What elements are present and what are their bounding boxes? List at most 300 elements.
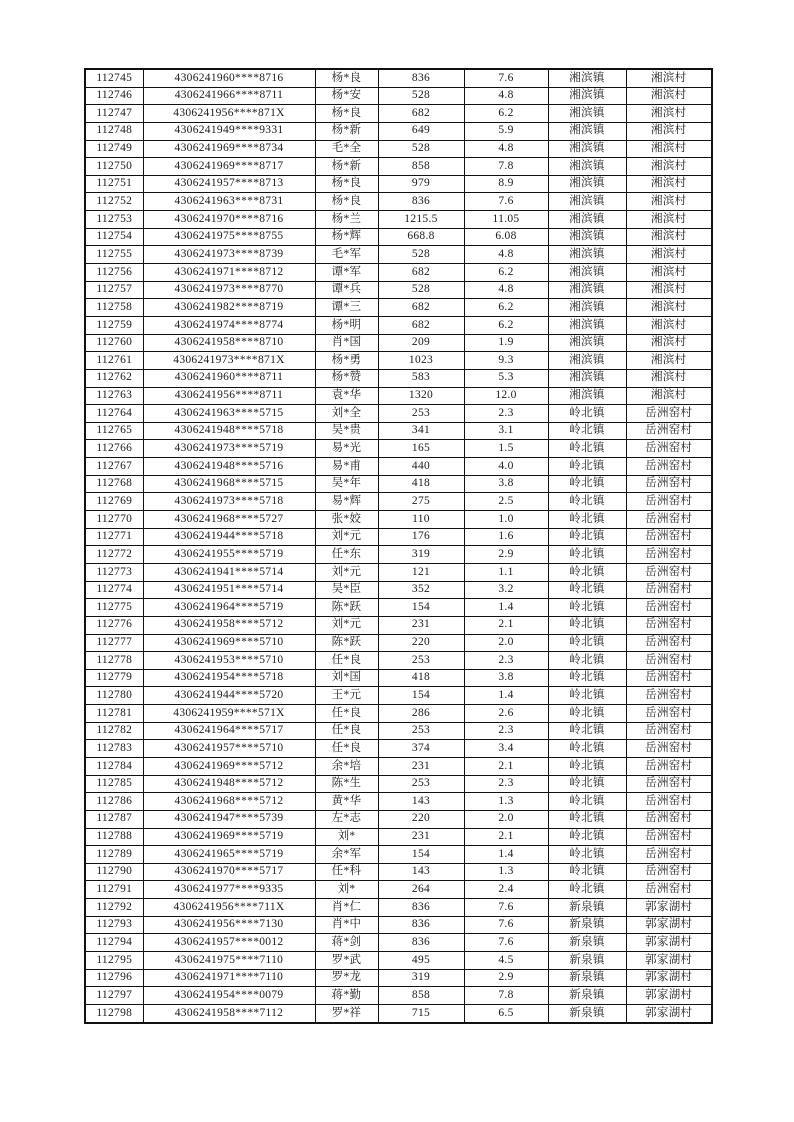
table-cell: 112746: [85, 87, 143, 105]
table-cell: 陈*跃: [315, 599, 378, 617]
table-cell: 余*培: [315, 757, 378, 775]
table-cell: 2.1: [464, 828, 548, 846]
table-cell: 112779: [85, 669, 143, 687]
table-cell: 新泉镇: [548, 987, 626, 1005]
table-cell: 4306241944****5718: [143, 528, 315, 546]
table-cell: 岭北镇: [548, 511, 626, 529]
table-cell: 253: [378, 652, 464, 670]
table-cell: 4306241969****5719: [143, 828, 315, 846]
table-cell: 112774: [85, 581, 143, 599]
table-cell: 112748: [85, 122, 143, 140]
table-cell: 4306241969****5710: [143, 634, 315, 652]
table-cell: 4306241960****8716: [143, 69, 315, 87]
table-cell: 任*良: [315, 740, 378, 758]
table-cell: 528: [378, 281, 464, 299]
table-body: [85, 69, 712, 1023]
table-cell: 4306241948****5718: [143, 422, 315, 440]
table-cell: 杨*新: [315, 122, 378, 140]
table-cell: 6.2: [464, 264, 548, 282]
table-cell: 2.3: [464, 652, 548, 670]
table-cell: 岳洲窑村: [626, 881, 712, 899]
table-cell: 岳洲窑村: [626, 740, 712, 758]
table-cell: 刘*元: [315, 616, 378, 634]
subsidy-table: [84, 68, 713, 1024]
table-cell: 罗*武: [315, 952, 378, 970]
table-row: [85, 846, 712, 864]
table-cell: 112787: [85, 810, 143, 828]
table-cell: 岳洲窑村: [626, 846, 712, 864]
table-cell: 4306241970****5717: [143, 863, 315, 881]
table-cell: 岭北镇: [548, 581, 626, 599]
table-cell: 杨*良: [315, 69, 378, 87]
table-cell: 7.6: [464, 69, 548, 87]
table-cell: 4306241944****5720: [143, 687, 315, 705]
table-cell: 7.8: [464, 158, 548, 176]
table-cell: 4306241954****5718: [143, 669, 315, 687]
table-row: [85, 969, 712, 987]
table-cell: 岭北镇: [548, 775, 626, 793]
table-cell: 谭*兵: [315, 281, 378, 299]
table-cell: 112788: [85, 828, 143, 846]
table-cell: 吴*年: [315, 475, 378, 493]
table-cell: 4306241973****871X: [143, 352, 315, 370]
table-cell: 2.1: [464, 757, 548, 775]
table-row: [85, 369, 712, 387]
table-cell: 肖*仁: [315, 899, 378, 917]
table-cell: 4306241969****8734: [143, 140, 315, 158]
table-row: [85, 352, 712, 370]
table-cell: 4306241953****5710: [143, 652, 315, 670]
table-row: [85, 652, 712, 670]
table-cell: 湘滨村: [626, 122, 712, 140]
table-cell: 罗*龙: [315, 969, 378, 987]
table-cell: 4306241971****8712: [143, 264, 315, 282]
table-cell: 4306241948****5716: [143, 458, 315, 476]
table-cell: 岳洲窑村: [626, 458, 712, 476]
table-cell: 4.8: [464, 87, 548, 105]
table-cell: 岳洲窑村: [626, 652, 712, 670]
table-cell: 7.6: [464, 193, 548, 211]
table-cell: 112768: [85, 475, 143, 493]
table-cell: 肖*中: [315, 916, 378, 934]
table-cell: 1.3: [464, 793, 548, 811]
table-cell: 杨*良: [315, 105, 378, 123]
table-cell: 岭北镇: [548, 687, 626, 705]
table-row: [85, 140, 712, 158]
table-cell: 岭北镇: [548, 669, 626, 687]
table-cell: 4306241954****0079: [143, 987, 315, 1005]
table-cell: 杨*明: [315, 316, 378, 334]
table-cell: 715: [378, 1004, 464, 1022]
table-cell: 1215.5: [378, 211, 464, 229]
table-cell: 143: [378, 793, 464, 811]
table-cell: 4306241975****8755: [143, 228, 315, 246]
table-cell: 4306241956****8711: [143, 387, 315, 405]
table-cell: 湘滨镇: [548, 105, 626, 123]
table-cell: 岭北镇: [548, 828, 626, 846]
table-cell: 231: [378, 757, 464, 775]
table-cell: 3.2: [464, 581, 548, 599]
table-cell: 岭北镇: [548, 634, 626, 652]
table-cell: 岳洲窑村: [626, 599, 712, 617]
table-cell: 1.4: [464, 687, 548, 705]
table-cell: 新泉镇: [548, 952, 626, 970]
table-cell: 11.05: [464, 211, 548, 229]
table-cell: 528: [378, 246, 464, 264]
table-cell: 岳洲窑村: [626, 722, 712, 740]
table-cell: 杨*良: [315, 193, 378, 211]
table-cell: 蒋*剑: [315, 934, 378, 952]
table-cell: 154: [378, 687, 464, 705]
table-row: [85, 757, 712, 775]
table-cell: 岳洲窑村: [626, 493, 712, 511]
table-cell: 4306241955****5719: [143, 546, 315, 564]
table-cell: 4306241969****5712: [143, 757, 315, 775]
table-cell: 4306241956****7130: [143, 916, 315, 934]
table-cell: 岭北镇: [548, 793, 626, 811]
table-cell: 112786: [85, 793, 143, 811]
table-cell: 2.9: [464, 546, 548, 564]
table-row: [85, 511, 712, 529]
table-cell: 649: [378, 122, 464, 140]
table-cell: 湘滨村: [626, 352, 712, 370]
table-cell: 岳洲窑村: [626, 863, 712, 881]
table-cell: 岭北镇: [548, 440, 626, 458]
table-cell: 374: [378, 740, 464, 758]
table-cell: 112755: [85, 246, 143, 264]
table-cell: 湘滨镇: [548, 334, 626, 352]
table-cell: 4306241969****8717: [143, 158, 315, 176]
table-row: [85, 105, 712, 123]
table-cell: 1.0: [464, 511, 548, 529]
table-cell: 4306241973****8770: [143, 281, 315, 299]
table-cell: 岭北镇: [548, 599, 626, 617]
table-cell: 2.4: [464, 881, 548, 899]
table-cell: 112792: [85, 899, 143, 917]
table-cell: 湘滨村: [626, 246, 712, 264]
table-cell: 湘滨村: [626, 211, 712, 229]
table-cell: 528: [378, 140, 464, 158]
table-cell: 112793: [85, 916, 143, 934]
table-cell: 112769: [85, 493, 143, 511]
table-cell: 1023: [378, 352, 464, 370]
table-cell: 湘滨镇: [548, 69, 626, 87]
table-cell: 112749: [85, 140, 143, 158]
table-cell: 12.0: [464, 387, 548, 405]
table-cell: 谭*军: [315, 264, 378, 282]
table-cell: 682: [378, 299, 464, 317]
table-cell: 刘*: [315, 828, 378, 846]
table-cell: 湘滨镇: [548, 352, 626, 370]
table-cell: 5.9: [464, 122, 548, 140]
table-cell: 112764: [85, 405, 143, 423]
table-row: [85, 881, 712, 899]
table-cell: 112747: [85, 105, 143, 123]
table-row: [85, 616, 712, 634]
table-cell: 岳洲窑村: [626, 405, 712, 423]
table-cell: 220: [378, 810, 464, 828]
table-cell: 岭北镇: [548, 563, 626, 581]
table-cell: 岳洲窑村: [626, 616, 712, 634]
table-cell: 湘滨镇: [548, 140, 626, 158]
table-cell: 湘滨村: [626, 334, 712, 352]
table-cell: 湘滨村: [626, 193, 712, 211]
table-row: [85, 440, 712, 458]
table-row: [85, 475, 712, 493]
table-cell: 112782: [85, 722, 143, 740]
table-cell: 岳洲窑村: [626, 546, 712, 564]
table-cell: 杨*安: [315, 87, 378, 105]
table-cell: 418: [378, 475, 464, 493]
table-cell: 2.0: [464, 634, 548, 652]
table-cell: 岭北镇: [548, 881, 626, 899]
table-cell: 4306241964****5717: [143, 722, 315, 740]
table-cell: 112756: [85, 264, 143, 282]
table-cell: 任*东: [315, 546, 378, 564]
table-row: [85, 828, 712, 846]
table-row: [85, 740, 712, 758]
table-cell: 湘滨镇: [548, 158, 626, 176]
table-cell: 刘*国: [315, 669, 378, 687]
table-cell: 253: [378, 722, 464, 740]
table-cell: 231: [378, 828, 464, 846]
table-cell: 112754: [85, 228, 143, 246]
table-cell: 岳洲窑村: [626, 705, 712, 723]
table-cell: 1.4: [464, 599, 548, 617]
table-row: [85, 405, 712, 423]
table-row: [85, 687, 712, 705]
table-cell: 668.8: [378, 228, 464, 246]
table-cell: 湘滨镇: [548, 316, 626, 334]
table-cell: 4306241977****9335: [143, 881, 315, 899]
table-cell: 左*志: [315, 810, 378, 828]
table-cell: 4306241957****5710: [143, 740, 315, 758]
table-cell: 8.9: [464, 175, 548, 193]
table-cell: 112767: [85, 458, 143, 476]
table-cell: 4.0: [464, 458, 548, 476]
table-cell: 112773: [85, 563, 143, 581]
table-cell: 112783: [85, 740, 143, 758]
table-cell: 4306241958****8710: [143, 334, 315, 352]
table-cell: 杨*良: [315, 175, 378, 193]
table-cell: 4.8: [464, 246, 548, 264]
table-cell: 4306241956****871X: [143, 105, 315, 123]
table-cell: 112775: [85, 599, 143, 617]
table-cell: 易*光: [315, 440, 378, 458]
table-cell: 6.5: [464, 1004, 548, 1022]
table-cell: 112794: [85, 934, 143, 952]
table-row: [85, 581, 712, 599]
table-cell: 528: [378, 87, 464, 105]
table-cell: 4.8: [464, 281, 548, 299]
table-row: [85, 122, 712, 140]
table-cell: 112781: [85, 705, 143, 723]
table-cell: 湘滨村: [626, 387, 712, 405]
table-cell: 易*甫: [315, 458, 378, 476]
table-cell: 刘*全: [315, 405, 378, 423]
table-cell: 112770: [85, 511, 143, 529]
table-cell: 余*军: [315, 846, 378, 864]
table-cell: 4306241966****8711: [143, 87, 315, 105]
table-cell: 3.8: [464, 669, 548, 687]
table-cell: 112784: [85, 757, 143, 775]
table-cell: 264: [378, 881, 464, 899]
table-row: [85, 422, 712, 440]
table-cell: 郭家湖村: [626, 987, 712, 1005]
table-cell: 253: [378, 775, 464, 793]
table-cell: 4.5: [464, 952, 548, 970]
table-cell: 5.3: [464, 369, 548, 387]
table-row: [85, 211, 712, 229]
table-cell: 湘滨镇: [548, 87, 626, 105]
table-cell: 3.8: [464, 475, 548, 493]
table-row: [85, 193, 712, 211]
table-cell: 新泉镇: [548, 1004, 626, 1022]
table-cell: 4306241951****5714: [143, 581, 315, 599]
table-cell: 任*良: [315, 652, 378, 670]
table-cell: 谭*三: [315, 299, 378, 317]
table-cell: 112790: [85, 863, 143, 881]
table-cell: 2.3: [464, 722, 548, 740]
table-cell: 岳洲窑村: [626, 828, 712, 846]
table-cell: 4306241982****8719: [143, 299, 315, 317]
table-cell: 湘滨村: [626, 316, 712, 334]
table-cell: 836: [378, 193, 464, 211]
table-cell: 9.3: [464, 352, 548, 370]
table-row: [85, 246, 712, 264]
table-cell: 湘滨镇: [548, 299, 626, 317]
table-cell: 836: [378, 69, 464, 87]
table-row: [85, 722, 712, 740]
table-cell: 杨*新: [315, 158, 378, 176]
table-cell: 刘*元: [315, 563, 378, 581]
table-cell: 2.0: [464, 810, 548, 828]
table-cell: 682: [378, 105, 464, 123]
table-cell: 湘滨村: [626, 228, 712, 246]
table-cell: 2.6: [464, 705, 548, 723]
table-cell: 4306241948****5712: [143, 775, 315, 793]
table-row: [85, 899, 712, 917]
table-cell: 165: [378, 440, 464, 458]
table-cell: 4306241965****5719: [143, 846, 315, 864]
table-cell: 任*良: [315, 722, 378, 740]
table-cell: 7.8: [464, 987, 548, 1005]
table-cell: 任*良: [315, 705, 378, 723]
table-cell: 3.1: [464, 422, 548, 440]
table-cell: 253: [378, 405, 464, 423]
table-cell: 湘滨村: [626, 299, 712, 317]
table-cell: 352: [378, 581, 464, 599]
table-cell: 112745: [85, 69, 143, 87]
table-cell: 112759: [85, 316, 143, 334]
table-cell: 1.5: [464, 440, 548, 458]
table-cell: 郭家湖村: [626, 1004, 712, 1022]
table-cell: 岳洲窑村: [626, 581, 712, 599]
table-cell: 郭家湖村: [626, 899, 712, 917]
table-cell: 231: [378, 616, 464, 634]
table-cell: 4306241975****7110: [143, 952, 315, 970]
table-cell: 112760: [85, 334, 143, 352]
table-cell: 湘滨镇: [548, 281, 626, 299]
table-cell: 6.2: [464, 105, 548, 123]
table-cell: 4306241973****8739: [143, 246, 315, 264]
table-cell: 220: [378, 634, 464, 652]
table-row: [85, 634, 712, 652]
table-cell: 112771: [85, 528, 143, 546]
table-cell: 112761: [85, 352, 143, 370]
table-cell: 湘滨村: [626, 69, 712, 87]
table-row: [85, 158, 712, 176]
table-cell: 4306241958****7112: [143, 1004, 315, 1022]
table-row: [85, 934, 712, 952]
table-cell: 岳洲窑村: [626, 687, 712, 705]
table-cell: 112757: [85, 281, 143, 299]
table-row: [85, 528, 712, 546]
table-cell: 7.6: [464, 934, 548, 952]
table-row: [85, 334, 712, 352]
table-cell: 112778: [85, 652, 143, 670]
table-cell: 4306241964****5719: [143, 599, 315, 617]
table-cell: 袁*华: [315, 387, 378, 405]
table-cell: 1.4: [464, 846, 548, 864]
table-cell: 112752: [85, 193, 143, 211]
table-cell: 蒋*勤: [315, 987, 378, 1005]
table-cell: 583: [378, 369, 464, 387]
table-cell: 275: [378, 493, 464, 511]
table-cell: 刘*元: [315, 528, 378, 546]
table-cell: 1.9: [464, 334, 548, 352]
table-cell: 岭北镇: [548, 705, 626, 723]
table-cell: 1.6: [464, 528, 548, 546]
table-cell: 4306241968****5715: [143, 475, 315, 493]
table-cell: 112776: [85, 616, 143, 634]
table-cell: 4306241957****0012: [143, 934, 315, 952]
table-cell: 郭家湖村: [626, 952, 712, 970]
table-cell: 286: [378, 705, 464, 723]
table-cell: 郭家湖村: [626, 934, 712, 952]
table-cell: 杨*赞: [315, 369, 378, 387]
table-row: [85, 916, 712, 934]
table-cell: 岭北镇: [548, 722, 626, 740]
table-cell: 杨*勇: [315, 352, 378, 370]
table-cell: 1.1: [464, 563, 548, 581]
table-cell: 新泉镇: [548, 899, 626, 917]
table-row: [85, 775, 712, 793]
table-cell: 4306241960****8711: [143, 369, 315, 387]
table-cell: 湘滨镇: [548, 264, 626, 282]
table-cell: 836: [378, 899, 464, 917]
table-row: [85, 863, 712, 881]
table-cell: 112791: [85, 881, 143, 899]
table-cell: 3.4: [464, 740, 548, 758]
table-row: [85, 1004, 712, 1022]
table-cell: 209: [378, 334, 464, 352]
table-cell: 4306241968****5712: [143, 793, 315, 811]
table-cell: 湘滨村: [626, 175, 712, 193]
table-row: [85, 69, 712, 87]
table-cell: 郭家湖村: [626, 916, 712, 934]
table-cell: 4306241974****8774: [143, 316, 315, 334]
table-cell: 7.6: [464, 916, 548, 934]
table-cell: 湘滨村: [626, 369, 712, 387]
table-cell: 湘滨镇: [548, 193, 626, 211]
table-cell: 1320: [378, 387, 464, 405]
table-cell: 2.9: [464, 969, 548, 987]
table-cell: 836: [378, 934, 464, 952]
table-row: [85, 228, 712, 246]
table-row: [85, 546, 712, 564]
table-cell: 495: [378, 952, 464, 970]
